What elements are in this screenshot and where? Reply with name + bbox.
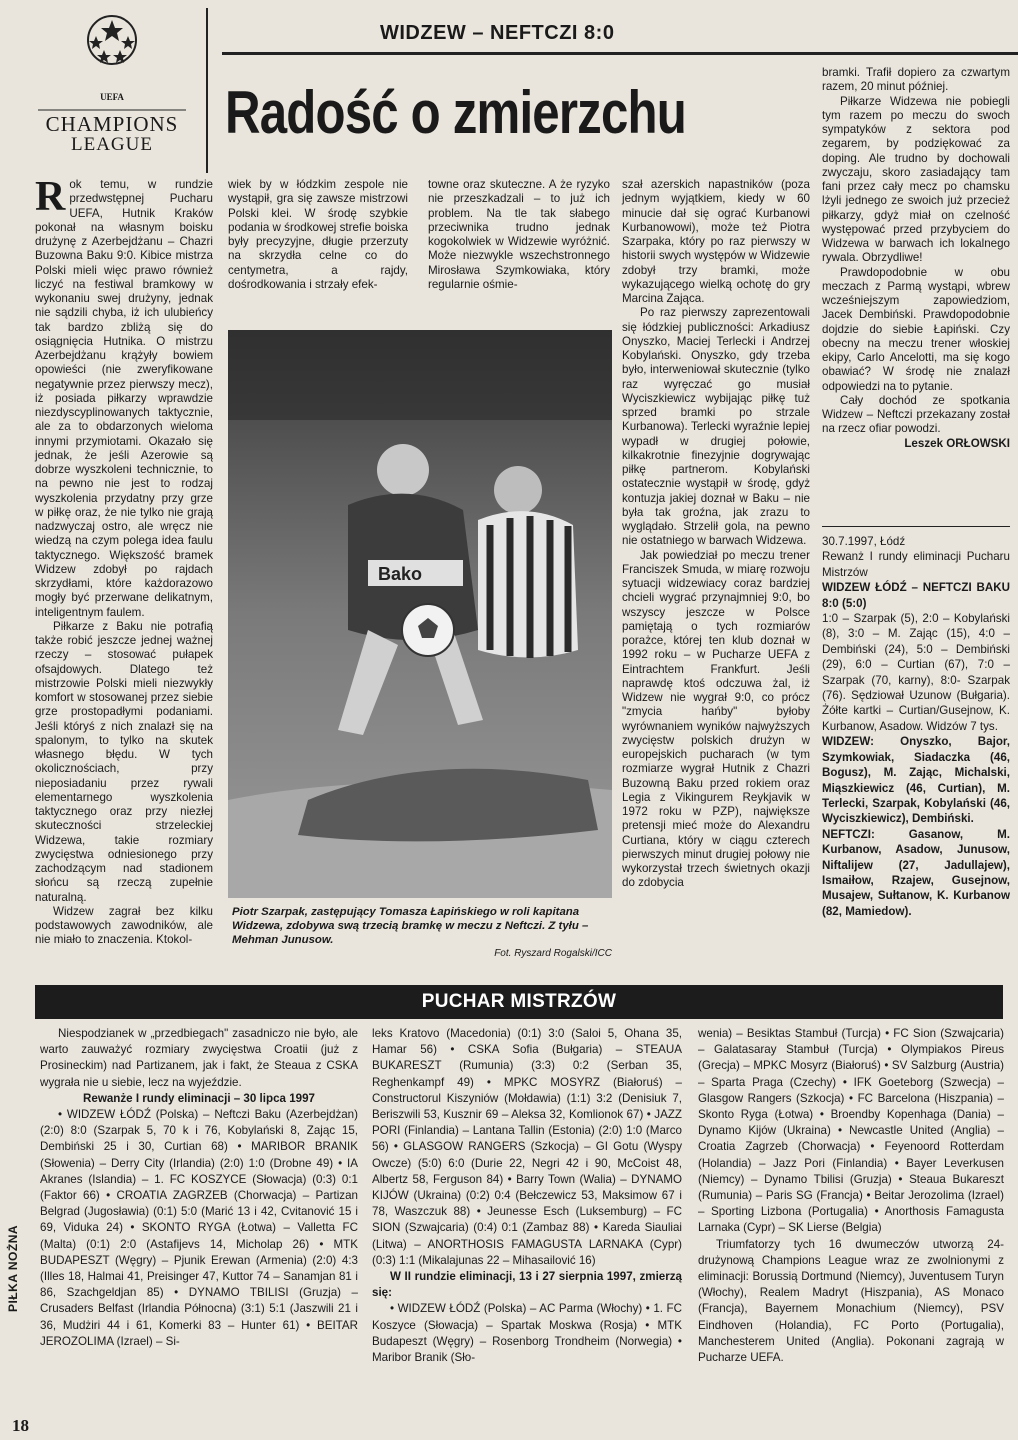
- matchbox-date: 30.7.1997, Łódź: [822, 535, 906, 548]
- article-col4-p1: szał azerskich napastników (poza jednym wyjątkiem, kiedy w 60 minucie dał się ograć Kurbanowi Kurbanowowi), może też Piotra Szarpaka, który po raz pierwszy w historii swych występów w Widzewie zdobył trzy bramki, może wykazującego wielką ochotę do gry Marcina Zająca.: [622, 178, 810, 305]
- pm-col2-text: leks Kratovo (Macedonia) (0:1) 3:0 (Saloi 5, Ohana 35, Hamar 56) • CSKA Sofia (Bułgaria) – STEAUA BUKARESZT (Rumunia) (3:3) 0:2 (Serban 35, Reghenkampf 49) • MPKC MOSYRZ (Białoruś) – Constructorul Kiszyniów (Mołdawia) (1:1) 3:2 (Denisiuk 7, Beriszwili 53, Kusznir 69 – Aleksa 32, Komlionok 67) • JAZZ PORI (Finlandia) – Lantana Tallin (Estonia) (2:0) 1:0 (Marco 56) • GLASGOW RANGERS (Szkocja) – GI Gotu (Wyspy Owcze) (5:0) 6:0 (Durie 22, Negri 42 i 90, McCoist 48, Albertz 58, Ferguson 84) • Barry Town (Walia) – DYNAMO KIJÓW (Ukraina) (0:2) 0:4 (Bełczewicz 53, Maksimow 67 i 78, Waszczuk 88) • Jeunesse Esch (Luksemburg) – FC SION (Szwajcaria) (0:4) 0:1 (Zambaz 88) • Kareda Siauliai (Litwa) – ANORTHOSIS FAMAGUSTA LARNAKA (Cypr) (0:3) 1:1 (Mikalajunas 22 – Mihasailović 16): [372, 1027, 682, 1267]
- kicker: WIDZEW – NEFTCZI 8:0: [380, 22, 615, 44]
- article-col1-p1: ok temu, w rundzie przedwstępnej Pucharu UEFA, Hutnik Kraków pokonał na własnym boisku drużynę z Azerbejdżanu – Chazri Buzowna Baku 9:0. Kibice mistrza Polski mieli więc prawo również liczyć na festiwal bramkowy w wykonaniu swej drużyny, jednak nie sądzili chyba, iż ich ulubieńcy tak bardzo zbliżą się do osiągnięcia Hutnika. O mistrzu Azerbejdżanu krążyły bowiem opowieści (nie zweryfikowane negatywnie przez pierwszy mecz), iż posiada piłkarzy wprawdzie niezdyscyplinowanych taktycznie, ale za to obdarzonych wieloma innymi przymiotami. Okazało się jednak, że jeśli Azerowie są dobrze wyszkoleni technicznie, to na pewno nie jest to rodzaj wyszkolenia przydatny przy grze w piłkę oraz, że nie tylko nie grają nadzwyczaj ostro, ale wręcz nie wiedzą na czym polega idea faulu taktycznego. Większość bramek Widzew zdobył po rajdach skrzydłami, które każdorazowo mogły być przerwane delikatnym, inteligentnym faulem.: [35, 178, 213, 619]
- matchbox-rule: [822, 526, 1010, 527]
- logo-uefa: UEFA: [100, 92, 124, 102]
- matchbox-goals: 1:0 – Szarpak (5), 2:0 – Kobylański (8), 3:0 – M. Zając (15), 4:0 – Dembiński (24), 5:0 – Dembiński (29), 6:0 – Curtian (67), 7:0 – Szarpak (70, karny), 8:0- Szarpak (76). Sędziował Uzunow (Bułgaria). Żółte kartki – Curtian/Gusejnow, K. Kurbanow, Asadow. Widzów 7 tys.: [822, 612, 1010, 733]
- article-col5-p3: Prawdopodobnie w obu meczach z Parmą wystąpi, wbrew wcześniejszym zapowiedziom, Jacek Dembiński. Prawdopodobnie dojdzie do siebie Łapiński. Czy obecny na meczu trener włoskiej ekipy, Carlo Ancelotti, ma się kogo obawiać? W środę nie znalazł odpowiedzi na to pytanie.: [822, 265, 1010, 393]
- article-col1: [35, 174, 213, 948]
- matchbox-widzew: WIDZEW: Onyszko, Bajor, Szymkowiak, Siadaczka (46, Bogusz), M. Zając, Michalski, Miąszkiewicz (46, Curtian), M. Terlecki, Szarpak, Kobylański (46, Wyciszkiewicz), Dembiński.: [822, 735, 1010, 826]
- article-col4: [622, 178, 810, 891]
- article-col3-text: towne oraz skuteczne. A że ryzyko nie przeszkadzali – to już ich problem. Na tle tak słabego przeciwnika trudno jednak kogokolwiek w Widzewie wyróżnić. Może niezwykle wszechstronnego Mirosława Szymkowiaka, który regularnie ośmie-: [428, 178, 610, 291]
- photo-credit: Fot. Ryszard Rogalski/ICC: [494, 948, 612, 959]
- pm-col2: [372, 1026, 682, 1366]
- shirt-text: Bako: [378, 564, 423, 584]
- matchbox-result: WIDZEW ŁÓDŹ – NEFTCZI BAKU 8:0 (5:0): [822, 581, 1010, 610]
- article-col4-p2: Po raz pierwszy zaprezentowali się łódzkiej publiczności: Arkadiusz Onyszko, Maciej Terlecki i Andrzej Kobylański. Onyszko, gdy trzeba było, interweniował skutecznie (tylko raz wyręczać go musiał Wyciszkiewicz wybijając piłkę tuż sprzed bramki po strzale Kurbanowa). Terlecki wyraźnie lepiej wypadł w drugiej połowie, kilkakrotnie finezyjnie dogrywając piłkę partnerom. Kobylański ostatecznie wystąpił w środę, gdyż kontuzja jakiej doznał w Baku – nie była tak groźna, jak zrazu to wyglądało. Strzelił gola, na pewno nie ostatniego w barwach Widzewa.: [622, 306, 810, 548]
- photo-caption: Piotr Szarpak, zastępujący Tomasza Łapińskiego w roli kapitana Widzewa, zdobywa swą trzecią bramkę w meczu z Neftczi. Z tyłu – Mehman Junusow.: [232, 906, 589, 946]
- article-col5-p1: bramki. Trafił dopiero za czwartym razem, 20 minut później.: [822, 66, 1010, 94]
- matchbox: [822, 534, 1010, 919]
- pm-col1: [40, 1026, 358, 1350]
- headline: Radość o zmierzchu: [225, 79, 686, 146]
- pm-col3-p2: Triumfatorzy tych 16 dwumeczów utworzą 24-drużynową Champions League wraz ze zwolnionymi z eliminacji: Borussią Dortmund (Niemcy), Juventusem Turyn (Włochy), Realem Madryt (Hiszpania), AS Monaco (Francja), Bayernem Monachium (Niemcy), PSV Eindhoven (Holandia), FC Porto (Portugalia), Manchesterem United (Anglia). Pokonani zagrają w Pucharze UEFA.: [698, 1237, 1004, 1365]
- matchbox-neftczi: NEFTCZI: Gasanow, M. Kurbanow, Asadow, Junusow, Niftalijew (27, Jadullajew), Ismaiłow, Rzajew, Gusejnow, Musajew, Sułtanow, K. Kurbanow (82, Mamiedow).: [822, 827, 1010, 918]
- article-col1-p3: Widzew zagrał bez kilku podstawowych zawodników, ale nie miało to znaczenia. Ktokol-: [35, 904, 213, 947]
- top-rule: [222, 52, 1018, 55]
- article-col1-p2: Piłkarze z Baku nie potrafią także robić jeszcze jednej ważnej rzeczy – stosować pułapek ofsajdowych. Dlatego też mistrzowie Polski mieli niezwykły komfort w stosowanej przez siebie grze prostopadłymi podaniami. Jeśli któryś z nich znalazł się na spalonym, to tylko na skutek własnego błędu. W tych okolicznościach, przy nieposiadaniu przez rywali elementarnego wyszkolenia taktycznego oraz przy niezłej skuteczności strzeleckiej Widzewa, takie rozmiary zwycięstwa odniesionego przy zachodzącym nad stadionem słońcu są rzeczą zupełnie naturalną.: [35, 619, 213, 904]
- author: Leszek ORŁOWSKI: [904, 436, 1010, 450]
- page-number: 18: [12, 1416, 29, 1435]
- article-col5: [822, 66, 1010, 451]
- logo-line1: CHAMPIONS: [45, 112, 179, 136]
- article-col4-p3: Jak powiedział po meczu trener Franciszek Smuda, w miarę rozwoju sytuacji widzewiacy coraz bardziej chcieli wygrać przynajmniej 9:0, bo wszyscy jeszcze w Polsce pamiętają o tych rozmiarów porażce, której ten klub doznał w 1992 roku – w Pucharze UEFA z Eintrachtem Frankfurt. Jeśli naprawdę ktoś odczuwa żal, iż Widzew nie wygrał 9:0, co prócz "zmycia hańby" byłoby wyrównaniem wyników najwyższych zwycięstw polskich drużyn w europejskich pucharach (w tym rozmiarze wygrał Hutnik z Chazri Buzowną Baku przed rokiem oraz Legia z Vikingurem Reykjavik w 1972 roku w PZP), największe pretensji mieć może do Alexandru Curtiana, który w ciągu czterech pierwszych minut drugiej połowy nie wykorzystał trzech świetnych okazji do zdobycia: [622, 548, 810, 890]
- match-photo: [228, 330, 612, 898]
- article-col5-p4: Cały dochód ze spotkania Widzew – Neftczi przekazany został na rzecz ofiar powodzi.: [822, 393, 1010, 436]
- article-col2: [228, 178, 408, 292]
- champions-league-logo: [18, 6, 206, 166]
- section-bar: PUCHAR MISTRZÓW: [35, 985, 1003, 1019]
- pm-col2-p3: • WIDZEW ŁÓDŹ (Polska) – AC Parma (Włochy) • 1. FC Koszyce (Słowacja) – Spartak Moskwa (Rosja) • MTK Budapeszt (Węgry) – Rosenborg Trondheim (Norwegia) • Maribor Branik (Sło-: [372, 1302, 682, 1365]
- pm-intro: Niespodzianek w „przedbiegach" zasadniczo nie było, ale warto zauważyć rozmiary zwycięstwa Croatii (już z Prosineckim) nad Partizanem, jak i fakt, że Steaua z CSKA wygrała nie u siebie, lecz na wyjeździe.: [40, 1027, 358, 1089]
- football-photo: [228, 330, 612, 898]
- dropcap: R: [35, 174, 66, 220]
- pm-col1-text: • WIDZEW ŁÓDŹ (Polska) – Neftczi Baku (Azerbejdżan) (2:0) 8:0 (Szarpak 5, 70 k i 76, Kobylański 8, Zając 15, Dembiński 25 i 30, Curtian 68) • MARIBOR BRANIK (Słowenia) – Derry City (Irlandia) (2:0) 1:0 (Drobne 49) • IA Akranes (Islandia) – 1. FC KOSZYCE (Słowacja) (0:3) 0:1 (Faktor 66) • CROATIA ZAGRZEB (Chorwacja) – Partizan Belgrad (Jugosławia) (0:1) 5:0 (Marić 13 i 42, Cvitanović 15 i 69, Viduka 24) • SKONTO RYGA (Łotwa) – Valletta FC (Malta) (0:1) 2:0 (Astafijevs 14, Micholap 26) • MTK BUDAPESZT (Węgry) – Pjunik Erewan (Armenia) (2:0) 4:3 (Illes 18, Halmai 41, Preisinger 47, Kuttor 74 – Sanamjan 81 i 86, Szachgeldjan 85) • DYNAMO TBILISI (Gruzja) – Crusaders Belfast (Irlandia Północna) (3:1) 5:1 (Jaszwili 21 i 36, Mudżiri 44 i 61, Komerki 83 – Hunter 61) • BEITAR JEROZOLIMA (Izrael) – Si-: [40, 1108, 358, 1348]
- logo-divider: [206, 8, 208, 173]
- article-col2-text: wiek by w łódzkim zespole nie wystąpił, gra się zawsze mistrzowi Polski klei. W środę szybkie podania w środkowej strefie boiska były precyzyjne, długie przerzuty na skrzydła celne co do centymetra, a rajdy, dośrodkowania i strzały efek-: [228, 178, 408, 291]
- side-label: PIŁKA NOŻNA: [6, 1224, 20, 1312]
- article-col3: [428, 178, 610, 292]
- article-col5-p2: Piłkarze Widzewa nie pobiegli tym razem po meczu do swoch sympatyków z sektora pod zegarem, by podziękować za doping. Ale trudno by dochowali zwyczaju, skoro zasiadający tam fani przez cały mecz po chamsku lżyli jednego ze swoich już przecież piłkarzy, gdyż miał on czelność występować przed przybyciem do Widzewa w barwach ich lokalnego rywala. Obrzydliwe!: [822, 94, 1010, 265]
- pm-col2-p2: W II rundzie eliminacji, 13 i 27 sierpnia 1997, zmierzą się:: [372, 1270, 682, 1300]
- pm-col3: [698, 1026, 1004, 1366]
- pm-heading1: Rewanże I rundy eliminacji – 30 lipca 1997: [83, 1091, 315, 1105]
- logo-line2: LEAGUE: [71, 134, 153, 155]
- pm-col3-text: wenia) – Besiktas Stambuł (Turcja) • FC Sion (Szwajcaria) – Galatasaray Stambuł (Turcja) • Olympiakos Pireus (Grecja) – MPKC Mosyrz (Białoruś) • SV Salzburg (Austria) – Sparta Praga (Czechy) • IFK Goeteborg (Szwecja) – Glasgow Rangers (Szkocja) • FC Barcelona (Hiszpania) – Skonto Ryga (Łotwa) • Broendby Kopenhaga (Dania) – Dynamo Kijów (Ukraina) • Newcastle United (Anglia) – Croatia Zagrzeb (Chorwacja) • Feyenoord Rotterdam (Holandia) – Jazz Pori (Finlandia) • Bayer Leverkusen (Niemcy) – Dynamo Tbilisi (Gruzja) • Steaua Bukareszt (Rumunia) – Paris SG (Francja) • Beitar Jerozolima (Izrael) – Sporting Lizbona (Portugalia) • Anorthosis Famagusta Larnaka (Cypr) – SK Lierse (Belgia): [698, 1027, 1004, 1235]
- matchbox-round: Rewanż I rundy eliminacji Pucharu Mistrzów: [822, 550, 1010, 579]
